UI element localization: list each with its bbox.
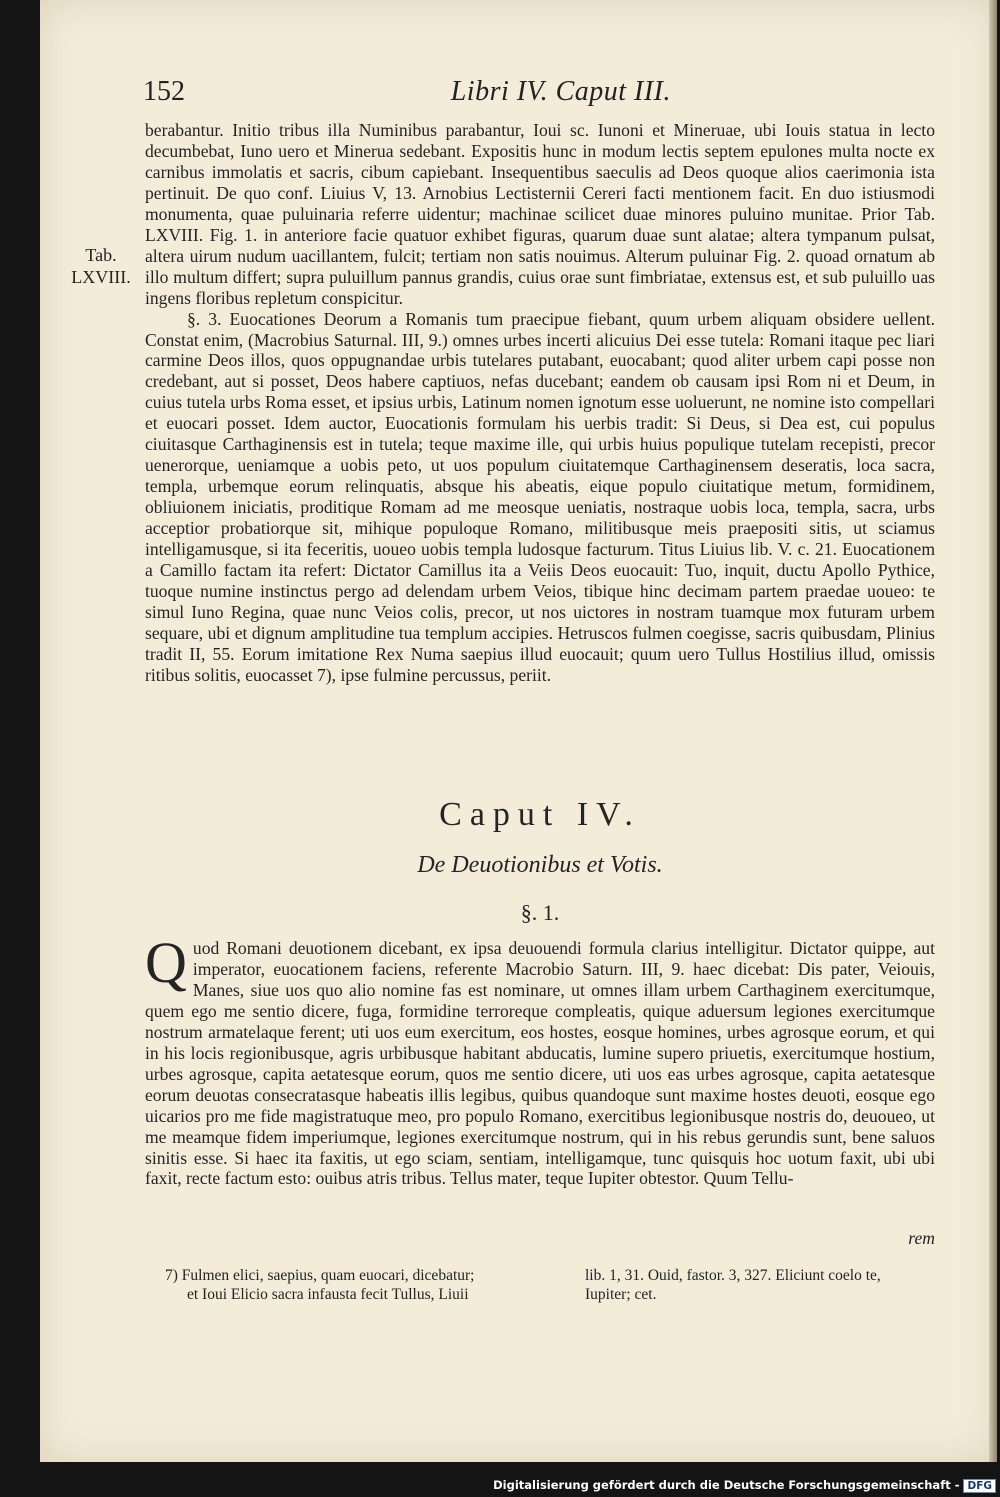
footnote-line: et Ioui Elicio sacra infausta fecit Tullus, Liuii — [187, 1286, 469, 1303]
drop-cap: Q — [145, 930, 187, 995]
page-edge — [989, 0, 997, 1462]
funding-banner — [493, 1478, 996, 1494]
footnote-right-column — [585, 1266, 940, 1304]
footnote-line: lib. 1, 31. Ouid, fastor. 3, 327. Eliciunt coelo te, — [585, 1267, 881, 1284]
text-body-upper — [145, 120, 935, 686]
section-mark: §. 1. — [520, 900, 560, 925]
chapter-subtitle: De Deuotionibus et Votis. — [417, 852, 663, 878]
dfg-logo: DFG — [963, 1479, 996, 1493]
funding-text: Digitalisierung gefördert durch die Deutsche Forschungsgemeinschaft - — [493, 1478, 960, 1492]
footnote-line: 7) Fulmen elici, saepius, quam euocari, dicebatur; — [165, 1267, 475, 1284]
page-number: 152 — [143, 76, 185, 107]
chapter-title: Caput IV. — [439, 796, 641, 833]
page-header — [143, 76, 933, 116]
paragraph-deuotio: uod Romani deuotionem dicebant, ex ipsa deuouendi formula clarius intelligitur. Dictator quippe, aut imperator, euocationem faciens, referente Macrobio Saturn. III, 9. haec dicebat: Dis pater, Veiouis, Manes, siue uos quo alio nomine fas est nominare, ut omnes illam urbem Carthaginem exercitumque, quem ego me sentio dicere, fuga, formidine terroreque compleatis, quique aduersum legiones exercitumque nostrum armatelaque ferent; uti uos eum exercitum, eos hostes, eosque homines, urbes agrosque eorum, et qui in his locis regionibusque, agris urbibusque habitant abducatis, lumine supero priuetis, exercitumque hostium, urbes agrosque, capita aetatesque eorum, quos me sentio dicere, uti uos eas urbes agrosque, capita aetatesque eorum deuotas consecratasque habeatis illis legibus, quibus quandoque sunt maxime hostes deuoti, eosque ego uicarios pro me fide magistratuque meo, pro populo Romano, exercitibus legionibusque nostris do, deuoueo, ut me meamque fidem imperiumque, legiones exercitumque nostrum, qui in his rebus gerundis sunt, bene saluos sinitis esse. Si haec ita faxitis, ut ego sciam, sentiam, intelligamque, tunc quisquis hoc uotum faxit, ubi ubi faxit, recte factum esto: ouibus atris tribus. Tellus mater, teque Iupiter obtestor. Quum Tellu- — [145, 938, 935, 1189]
footnote-line: Iupiter; cet. — [585, 1286, 657, 1303]
footnote-left-column — [165, 1266, 540, 1304]
catchword: rem — [908, 1228, 935, 1248]
margin-note — [66, 244, 136, 288]
text-body-lower — [145, 930, 935, 1189]
margin-note-line2: LXVIII. — [71, 267, 131, 287]
margin-note-line1: Tab. — [85, 245, 117, 265]
running-head: Libri IV. Caput III. — [450, 76, 671, 107]
paragraph-euocationes: §. 3. Euocationes Deorum a Romanis tum praecipue fiebant, quum urbem aliquam obsidere uellent. Constat enim, (Macrobius Saturnal. III, 9.) omnes urbes incerti alicuius Dei esse tutela: Romani itaque pec liari carmine Deos illos, quos oppugnandae urbis tutelares putabant, euocabant; quod aliter urbem capi posse non credebant, aut si posset, Deos habere captiuos, nefas ducebant; eandem ob causam ipsi Rom ni et Deum, in cuius tutela urbs Roma esset, et ipsius urbis, Latinum nomen ignotum esse uoluerunt, ne nomine isto compellari et euocari posset. Idem auctor, Euocationis formulam his uerbis tradit: Si Deus, si Dea est, cui populus ciuitasque Carthaginensis est in tutela; teque maxime ille, qui urbis huius populique tutelam recepisti, precor uenerorque, ueniamque a uobis peto, ut uos populum ciuitatemque Carthaginensem deseratis, loca sacra, templa, urbemque eorum relinquatis, absque his abeatis, eique populo ciuitatique metum, formidinem, obliuionem iniciatis, proditique Romam ad me meosque ueniatis, nostraque uobis loca, templa, sacra, urbs acceptior probatiorque sit, mihique populoque Romano, militibusque meis praepositi sitis, ut sciamus intelligamusque, si ita feceritis, uoueo uobis templa ludosque facturum. Titus Liuius lib. V. c. 21. Euocationem a Camillo factam ita refert: Dictator Camillus ita a Veiis Deos euocauit: Tuo, inquit, ductu Apollo Pythice, tuoque numine instinctus pergo ad delendam urbem Veios, tibique hinc decimam partem praedae uoueo: te simul Iuno Regina, quae nunc Veios colis, precor, ut nos uictores in nostram tuamque mox futuram urbem sequare, ubi et dignum amplitudine tua templum accipies. Hetruscos fulmen coegisse, sacris quibusdam, Plinius tradit II, 55. Eorum imitatione Rex Numa saepius illud euocauit; quum uero Tullus Hostilius illud, omissis ritibus solitis, euocasset 7), ipse fulmine percussus, periit. — [145, 308, 935, 685]
paragraph-lectisternium: berabantur. Initio tribus illa Numinibus parabantur, Ioui sc. Iunoni et Mineruae, ubi Iouis statua in lecto decumbebat, Iuno uero et Minerua sedebant. Expositis hunc in modum lectis septem epulones multa nocte ex carnibus immolatis et sacris, cibum capiebant. Insequentibus saeculis ad Deos quoque alios caerimonia ista pertinuit. De quo conf. Liuius V, 13. Arnobius Lectisternii Cereri facti mentionem facit. En duo istiusmodi monumenta, quae puluinaria referre uidentur; machinae scilicet duae minores puluino munitae. Prior Tab. LXVIII. Fig. 1. in anteriore facie quatuor exhibet figuras, quarum duae sunt alatae; altera tympanum pulsat, altera uirum nudum uacillantem, fulcit; tertiam non satis nouimus. Alterum puluinar Fig. 2. quoad ornatum ab illo multum differt; supra puluillum pannus grandis, cuius orae sunt fimbriatae, extensus est, et sub puluillo uas ingens floribus repletum conspicitur. — [145, 120, 935, 308]
